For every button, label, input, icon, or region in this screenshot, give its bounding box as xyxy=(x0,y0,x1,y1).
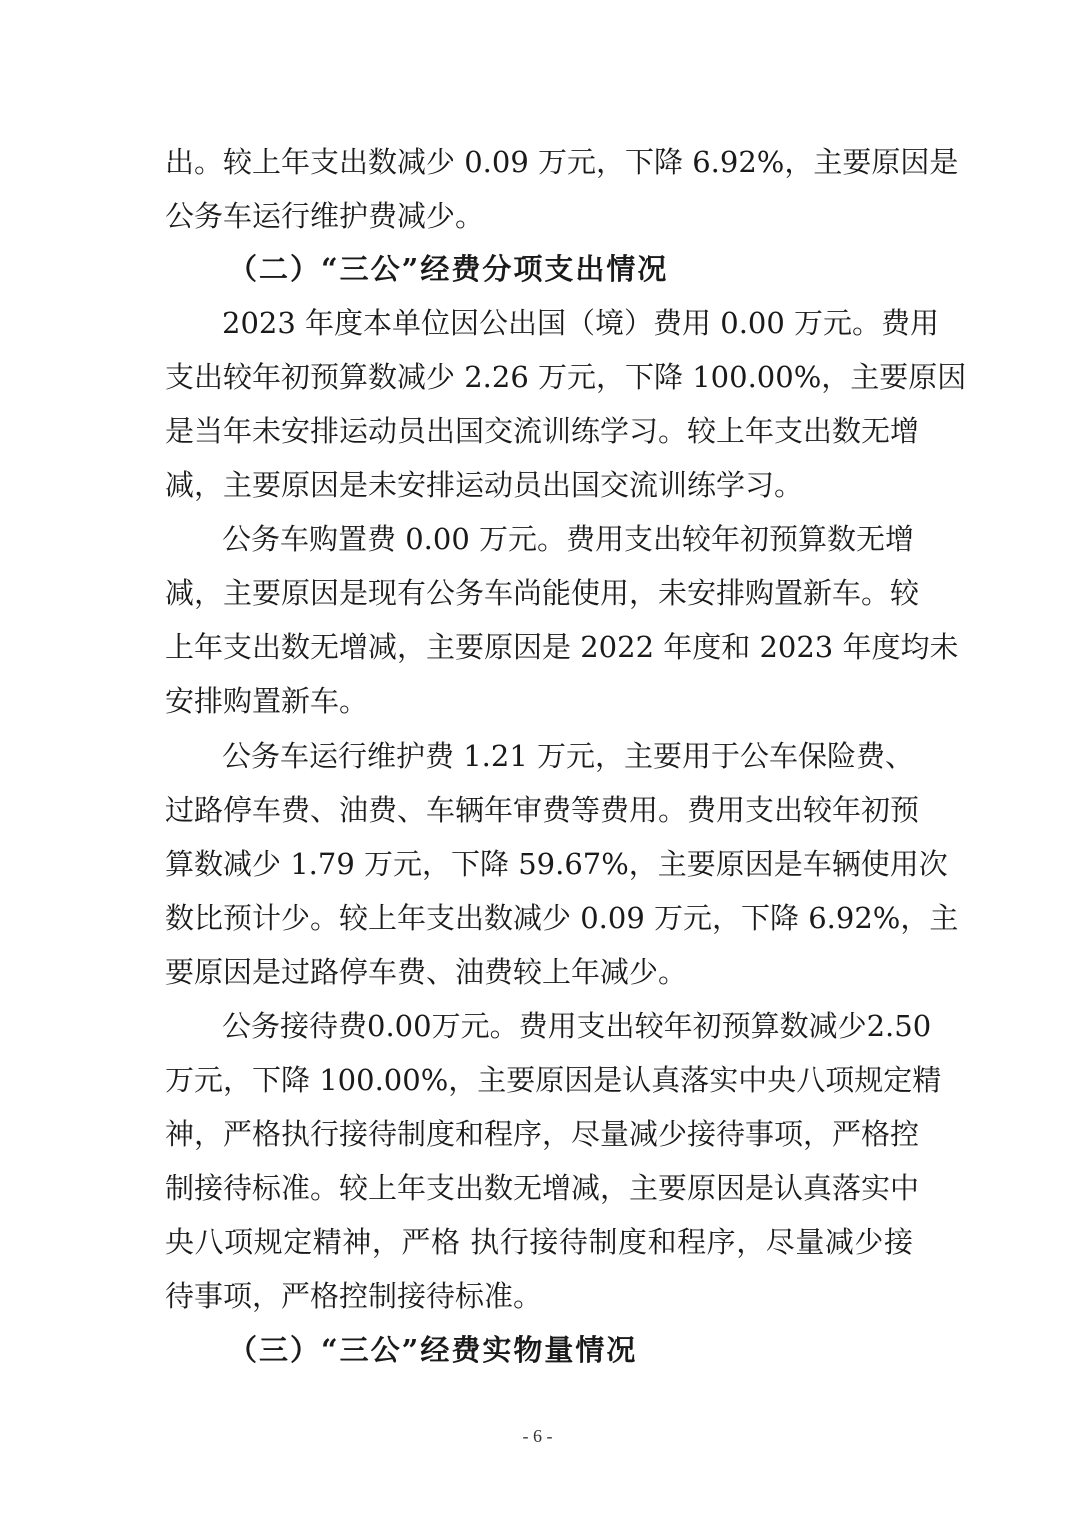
paragraph-line: 公务车购置费 0.00 万元。费用支出较年初预算数无增 xyxy=(222,522,915,556)
paragraph-line: 数比预计少。较上年支出数减少 0.09 万元，下降 6.92%，主 xyxy=(165,901,959,935)
paragraph-line: 过路停车费、油费、车辆年审费等费用。费用支出较年初预 xyxy=(165,793,920,827)
paragraph-line: 公务车运行维护费 1.21 万元，主要用于公车保险费、 xyxy=(222,739,915,773)
section-heading-3: （三）“三公”经费实物量情况 xyxy=(228,1333,638,1367)
paragraph-line: 减，主要原因是未安排运动员出国交流训练学习。 xyxy=(165,468,804,502)
paragraph-line: 是当年未安排运动员出国交流训练学习。较上年支出数无增 xyxy=(165,414,920,448)
paragraph-line: 支出较年初预算数减少 2.26 万元，下降 100.00%，主要原因 xyxy=(165,360,967,394)
paragraph-line: 2023 年度本单位因公出国（境）费用 0.00 万元。费用 xyxy=(222,306,940,340)
paragraph-line: 要原因是过路停车费、油费较上年减少。 xyxy=(165,955,688,989)
paragraph-line: 制接待标准。较上年支出数无增减，主要原因是认真落实中 xyxy=(165,1171,920,1205)
paragraph-line: 神，严格执行接待制度和程序，尽量减少接待事项，严格控 xyxy=(165,1117,920,1151)
paragraph-line: 待事项，严格控制接待标准。 xyxy=(165,1279,543,1313)
paragraph-line: 出。较上年支出数减少 0.09 万元，下降 6.92%，主要原因是 xyxy=(165,145,959,179)
paragraph-line: 万元，下降 100.00%，主要原因是认真落实中央八项规定精 xyxy=(165,1063,942,1097)
paragraph-line: 央八项规定精神，严格 执行接待制度和程序，尽量减少接 xyxy=(165,1225,913,1259)
page-number: - 6 - xyxy=(522,1426,553,1446)
paragraph-line: 算数减少 1.79 万元，下降 59.67%，主要原因是车辆使用次 xyxy=(165,847,948,881)
section-heading-2: （二）“三公”经费分项支出情况 xyxy=(228,252,669,286)
paragraph-line: 上年支出数无增减，主要原因是 2022 年度和 2023 年度均未 xyxy=(165,630,959,664)
paragraph-line: 减，主要原因是现有公务车尚能使用，未安排购置新车。较 xyxy=(165,576,920,610)
paragraph-line: 公务接待费0.00万元。费用支出较年初预算数减少2.50 xyxy=(222,1009,932,1043)
paragraph-line: 安排购置新车。 xyxy=(165,684,369,718)
paragraph-line: 公务车运行维护费减少。 xyxy=(165,199,485,233)
